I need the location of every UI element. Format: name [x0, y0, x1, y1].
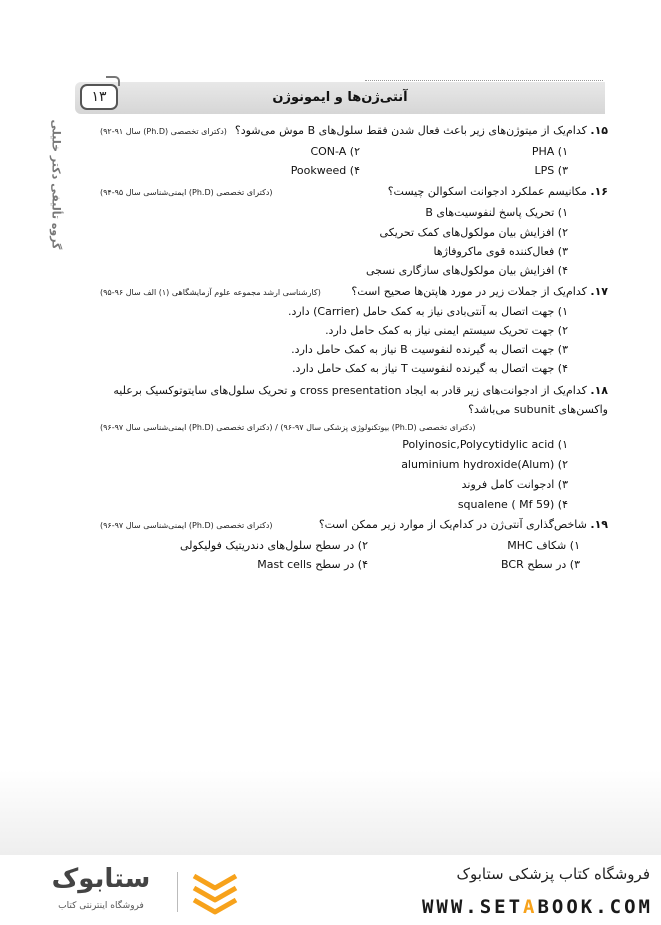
option: ۴) جهت اتصال به گیرنده لنفوسیت T نیاز به کمک حامل دارد. — [291, 362, 568, 375]
question-source: (دکترای تخصصی (Ph.D) ایمنی‌شناسی سال ۹۷-۹۶) — [100, 521, 273, 530]
url-suffix: BOOK.COM — [537, 896, 653, 918]
question-text: مکانیسم عملکرد ادجوانت اسکوالن چیست؟ — [387, 185, 587, 198]
question-text: کدام‌یک از ادجوانت‌های زیر قادر به ایجاد cross presentation و تحریک سلول‌های سایتوتوکسیک برعلیه واکسن‌های subunit می‌باشد؟ — [113, 384, 608, 416]
option: ۲) در سطح سلول‌های دندریتیک فولیکولی — [179, 539, 368, 552]
option: ۳) جهت اتصال به گیرنده لنفوسیت B نیاز به کمک حامل دارد. — [291, 343, 568, 356]
option: ۱) جهت اتصال به آنتی‌بادی نیاز به کمک حامل (Carrier) دارد. — [287, 305, 568, 318]
side-label-text: گروه تألیفی دکتر خلیلی — [49, 119, 63, 250]
option: ۲) جهت تحریک سیستم ایمنی نیاز به کمک حامل دارد. — [325, 324, 568, 337]
question-text: شاخص‌گذاری آنتی‌ژن در کدام‌یک از موارد زیر ممکن است؟ — [318, 518, 587, 531]
shop-name: فروشگاه کتاب پزشکی ستابوک — [456, 865, 650, 883]
option: ۱) تحریک پاسخ لنفوسیت‌های B — [425, 206, 568, 219]
question-number: ۱۸. — [590, 384, 608, 397]
brand-subtitle: فروشگاه اینترنتی کتاب — [58, 901, 144, 911]
question-source: (دکترای تخصصی (Ph.D) ایمنی‌شناسی سال ۹۵-۹۴) — [100, 188, 273, 197]
footer-divider — [177, 872, 178, 912]
question-number: ۱۹. — [590, 518, 608, 531]
option: ۲) (Alum)aluminium hydroxide — [401, 458, 568, 471]
page-number: ۱۳ — [80, 84, 118, 110]
question-15 — [234, 124, 608, 137]
option: ۳) LPS — [534, 164, 568, 177]
option: ۴) در سطح Mast cells — [257, 558, 368, 571]
page-shadow — [0, 770, 661, 855]
question-source: (دکترای تخصصی (Ph.D) بیوتکنولوژی پزشکی سال ۹۷-۹۶) / (دکترای تخصصی (Ph.D) ایمنی‌شناسی سال ۹۷-۹۶) — [100, 423, 476, 432]
option: ۱) شکاف MHC — [507, 539, 580, 552]
option: ۳) در سطح BCR — [501, 558, 580, 571]
side-label — [42, 118, 70, 250]
question-source: (کارشناسی ارشد مجموعه علوم آزمایشگاهی (۱) الف سال ۹۶-۹۵) — [100, 288, 321, 297]
book-logo-icon — [190, 868, 240, 920]
option: ۴) افزایش بیان مولکول‌های سازگاری نسجی — [365, 264, 568, 277]
question-19 — [318, 518, 608, 531]
shop-url[interactable] — [325, 896, 653, 918]
option: ۳) ادجوانت کامل فروند — [461, 478, 568, 491]
option: ۲) CON-A — [310, 145, 360, 158]
option: ۲) افزایش بیان مولکول‌های کمک تحریکی — [379, 226, 568, 239]
question-source: (دکترای تخصصی (Ph.D) سال ۹۱-۹۲) — [100, 127, 227, 136]
question-number: ۱۵. — [590, 124, 608, 137]
brand-logo: ستابوک — [51, 864, 151, 894]
url-accent: A — [523, 896, 538, 918]
question-number: ۱۷. — [590, 285, 608, 298]
question-17 — [330, 285, 608, 298]
question-16 — [370, 185, 608, 198]
url-prefix: WWW.SET — [421, 896, 524, 918]
question-text: کدام‌یک از میتوژن‌های زیر باعث فعال شدن فقط سلول‌های B موش می‌شود؟ — [234, 124, 587, 137]
header-dotted-rule — [365, 80, 603, 81]
option: ۴) Pookweed — [290, 164, 360, 177]
option: ۱) Polyinosic,Polycytidylic acid — [402, 438, 568, 451]
question-18 — [100, 381, 608, 419]
question-text: کدام‌یک از جملات زیر در مورد هاپتن‌ها صحیح است؟ — [351, 285, 587, 298]
option: ۱) PHA — [531, 145, 568, 158]
option: ۴) (Mf 59 ) squalene — [457, 498, 568, 511]
option: ۳) فعال‌کننده قوی ماکروفاژها — [433, 245, 568, 258]
question-number: ۱۶. — [590, 185, 608, 198]
chapter-title: آنتی‌ژن‌ها و ایمونوژن — [272, 90, 408, 105]
